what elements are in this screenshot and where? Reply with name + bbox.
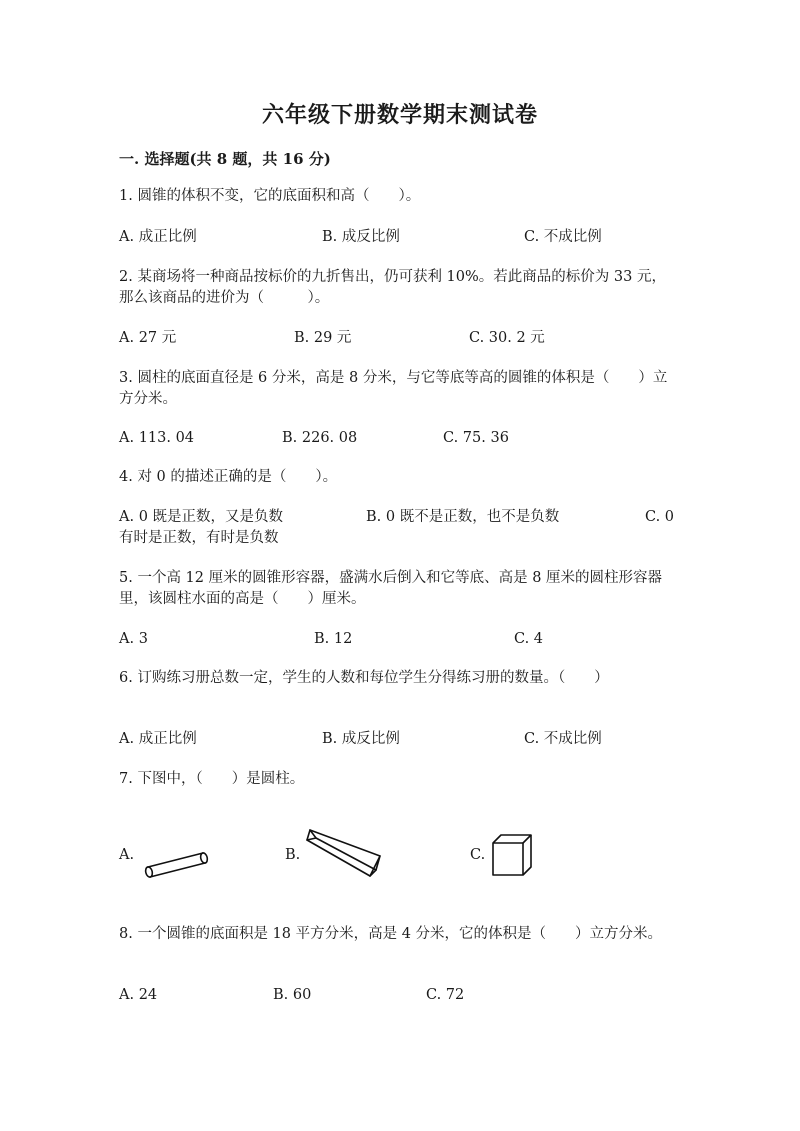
question-8: 8. 一个圆锥的底面积是 18 平方分米，高是 4 分米，它的体积是（ ）立方分米。 (119, 926, 663, 942)
q6-option-b: B. 成反比例 (322, 731, 400, 747)
q2-option-c: C. 30. 2 元 (469, 330, 545, 346)
question-6: 6. 订购练习册总数一定，学生的人数和每位学生分得练习册的数量。（ ） (119, 670, 609, 686)
q5-option-a: A. 3 (119, 631, 148, 647)
triangular-prism-figure (302, 826, 386, 882)
cylinder-rod-figure (142, 850, 212, 882)
q5-option-b: B. 12 (314, 631, 353, 647)
q7-option-b: B. (285, 847, 301, 863)
q8-option-c: C. 72 (426, 987, 465, 1003)
section-heading: 一. 选择题(共 8 题，共 16 分) (119, 150, 331, 168)
q4-option-c-continued: 有时是正数，有时是负数 (119, 530, 279, 546)
q1-option-a: A. 成正比例 (119, 229, 197, 245)
q3-option-a: A. 113. 04 (119, 430, 195, 446)
q6-option-a: A. 成正比例 (119, 731, 197, 747)
q8-option-a: A. 24 (119, 987, 158, 1003)
q8-option-b: B. 60 (273, 987, 312, 1003)
q7-option-a: A. (119, 847, 135, 863)
q7-option-c: C. (470, 847, 486, 863)
q1-option-c: C. 不成比例 (524, 229, 602, 245)
q3-option-c: C. 75. 36 (443, 430, 509, 446)
q1-option-b: B. 成反比例 (322, 229, 400, 245)
q2-option-b: B. 29 元 (294, 330, 352, 346)
question-3: 3. 圆柱的底面直径是 6 分米，高是 8 分米，与它等底等高的圆锥的体积是（ ）立方分米。 (119, 370, 668, 407)
q6-option-c: C. 不成比例 (524, 731, 602, 747)
q4-option-c: C. 0 (645, 509, 675, 525)
question-4: 4. 对 0 的描述正确的是（ ）。 (119, 469, 338, 485)
cube-figure (490, 832, 534, 878)
question-7: 7. 下图中，（ ）是圆柱。 (119, 771, 305, 787)
question-5: 5. 一个高 12 厘米的圆锥形容器，盛满水后倒入和它等底、高是 8 厘米的圆柱形容器里，该圆柱水面的高是（ ）厘米。 (119, 570, 663, 607)
q5-option-c: C. 4 (514, 631, 544, 647)
question-2: 2. 某商场将一种商品按标价的九折售出，仍可获利 10%。若此商品的标价为 33 元，那么该商品的进价为（ ）。 (119, 269, 666, 306)
page-title: 六年级下册数学期末测试卷 (261, 102, 538, 128)
q3-option-b: B. 226. 08 (282, 430, 358, 446)
q4-option-a: A. 0 既是正数，又是负数 (119, 509, 284, 525)
q2-option-a: A. 27 元 (119, 330, 177, 346)
q4-option-b: B. 0 既不是正数，也不是负数 (366, 509, 560, 525)
question-1: 1. 圆锥的体积不变，它的底面积和高（ ）。 (119, 188, 421, 204)
